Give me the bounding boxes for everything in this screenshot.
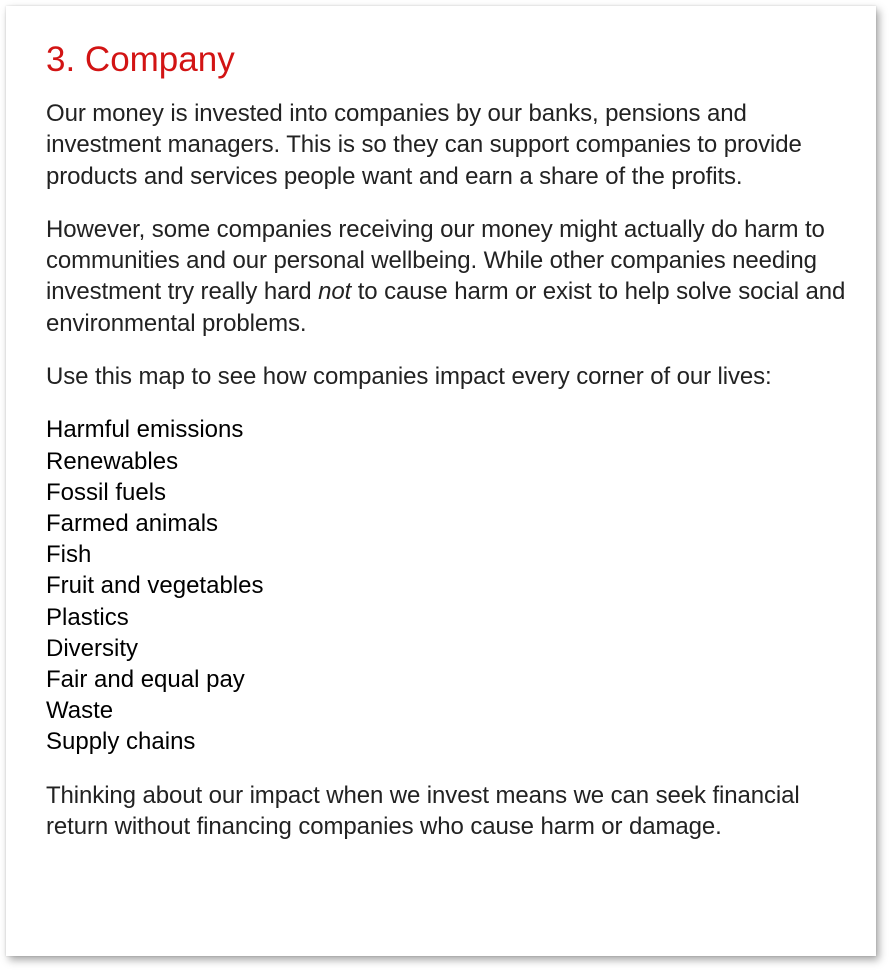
topic-waste[interactable]: Waste [46,697,114,725]
emphasis-not: not [318,278,352,306]
impact-topic-list [46,414,856,757]
harm-paragraph-text-start: However, some companies receiving our money might actually do harm to communities and our personal wellbeing. While other companies needing investment try really hard [46,215,825,306]
topic-fair-and-equal-pay[interactable]: Fair and equal pay [46,666,245,693]
topic-renewables[interactable]: Renewables [46,447,179,475]
harm-paragraph [46,214,856,339]
topic-fossil-fuels[interactable]: Fossil fuels [46,478,167,506]
topic-fish[interactable]: Fish [46,541,92,569]
section-title: 3. Company [46,40,235,79]
closing-paragraph: Thinking about our impact when we invest means we can seek financial return without financing companies who cause harm or damage. [46,781,800,840]
topic-plastics[interactable]: Plastics [46,603,129,631]
topic-farmed-animals[interactable]: Farmed animals [46,509,219,537]
content-card [6,6,876,956]
topic-supply-chains[interactable]: Supply chains [46,728,196,756]
intro-paragraph: Our money is invested into companies by our banks, pensions and investment managers. This is so they can support companies to provide products and services people want and earn a share of the profits. [46,100,802,190]
map-intro-paragraph: Use this map to see how companies impact every corner of our lives: [46,363,772,391]
topic-diversity[interactable]: Diversity [46,634,139,662]
topic-fruit-and-vegetables[interactable]: Fruit and vegetables [46,572,264,600]
topic-harmful-emissions[interactable]: Harmful emissions [46,416,244,444]
harm-paragraph-text-end: to cause harm or exist to help solve social and environmental problems. [46,278,846,337]
